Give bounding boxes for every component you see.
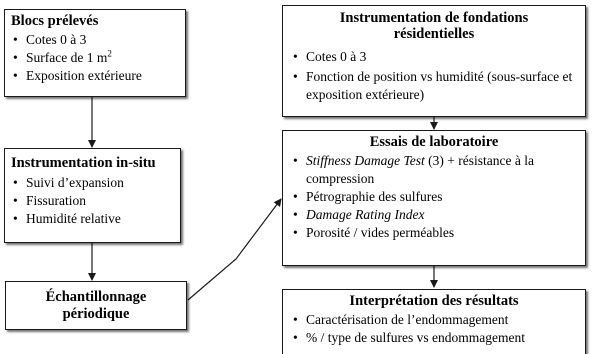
list-item: • Humidité relative	[11, 210, 174, 228]
list-item: • Exposition extérieure	[11, 67, 179, 85]
box-title: Essais de laboratoire	[369, 134, 499, 150]
list-item: • Suivi d’expansion	[11, 174, 174, 192]
bullet-list	[291, 48, 577, 104]
box-blocs-preleves	[4, 9, 186, 97]
box-title: Échantillonnage périodique	[45, 288, 147, 322]
bullet-list	[11, 31, 179, 85]
box-essais-laboratoire	[282, 130, 586, 266]
item-text: (3) + résistance à la compression	[306, 153, 534, 186]
list-item	[291, 152, 577, 188]
list-item: • Cotes 0 à 3	[291, 48, 577, 66]
list-item	[291, 206, 577, 224]
bullet-list	[291, 152, 577, 242]
item-italic-text: Damage Rating Index	[306, 207, 425, 222]
box-instrumentation-fondations	[282, 5, 586, 117]
box-title: Interprétation des résultats	[349, 293, 519, 309]
bullet-list	[11, 174, 174, 228]
box-interpretation-resultats	[282, 289, 586, 354]
item-italic-text: Stiffness Damage Test	[306, 153, 425, 168]
item-text: Surface de 1 m	[26, 50, 108, 65]
list-item: • Caractérisation de l’endommagement	[291, 311, 577, 329]
box-instrumentation-in-situ	[4, 148, 181, 243]
bullet-list	[291, 311, 577, 347]
box-title: Instrumentation de fondations résidentielles	[339, 10, 529, 42]
list-item: • Porosité / vides perméables	[291, 224, 577, 242]
list-item: • Cotes 0 à 3	[11, 31, 179, 49]
list-item	[11, 49, 179, 67]
list-item: • Fonction de position vs humidité (sous-surface et exposition extérieure)	[291, 68, 577, 104]
arrow-echant-to-essais	[188, 199, 281, 300]
box-echantillonnage-periodique	[5, 281, 187, 330]
list-item: • % / type de sulfures vs endommagement	[291, 329, 577, 347]
box-title: Blocs prélevés	[11, 13, 99, 29]
box-title: Instrumentation in-situ	[11, 155, 156, 171]
list-item: • Fissuration	[11, 192, 174, 210]
superscript: 2	[107, 48, 112, 59]
list-item: • Pétrographie des sulfures	[291, 188, 577, 206]
